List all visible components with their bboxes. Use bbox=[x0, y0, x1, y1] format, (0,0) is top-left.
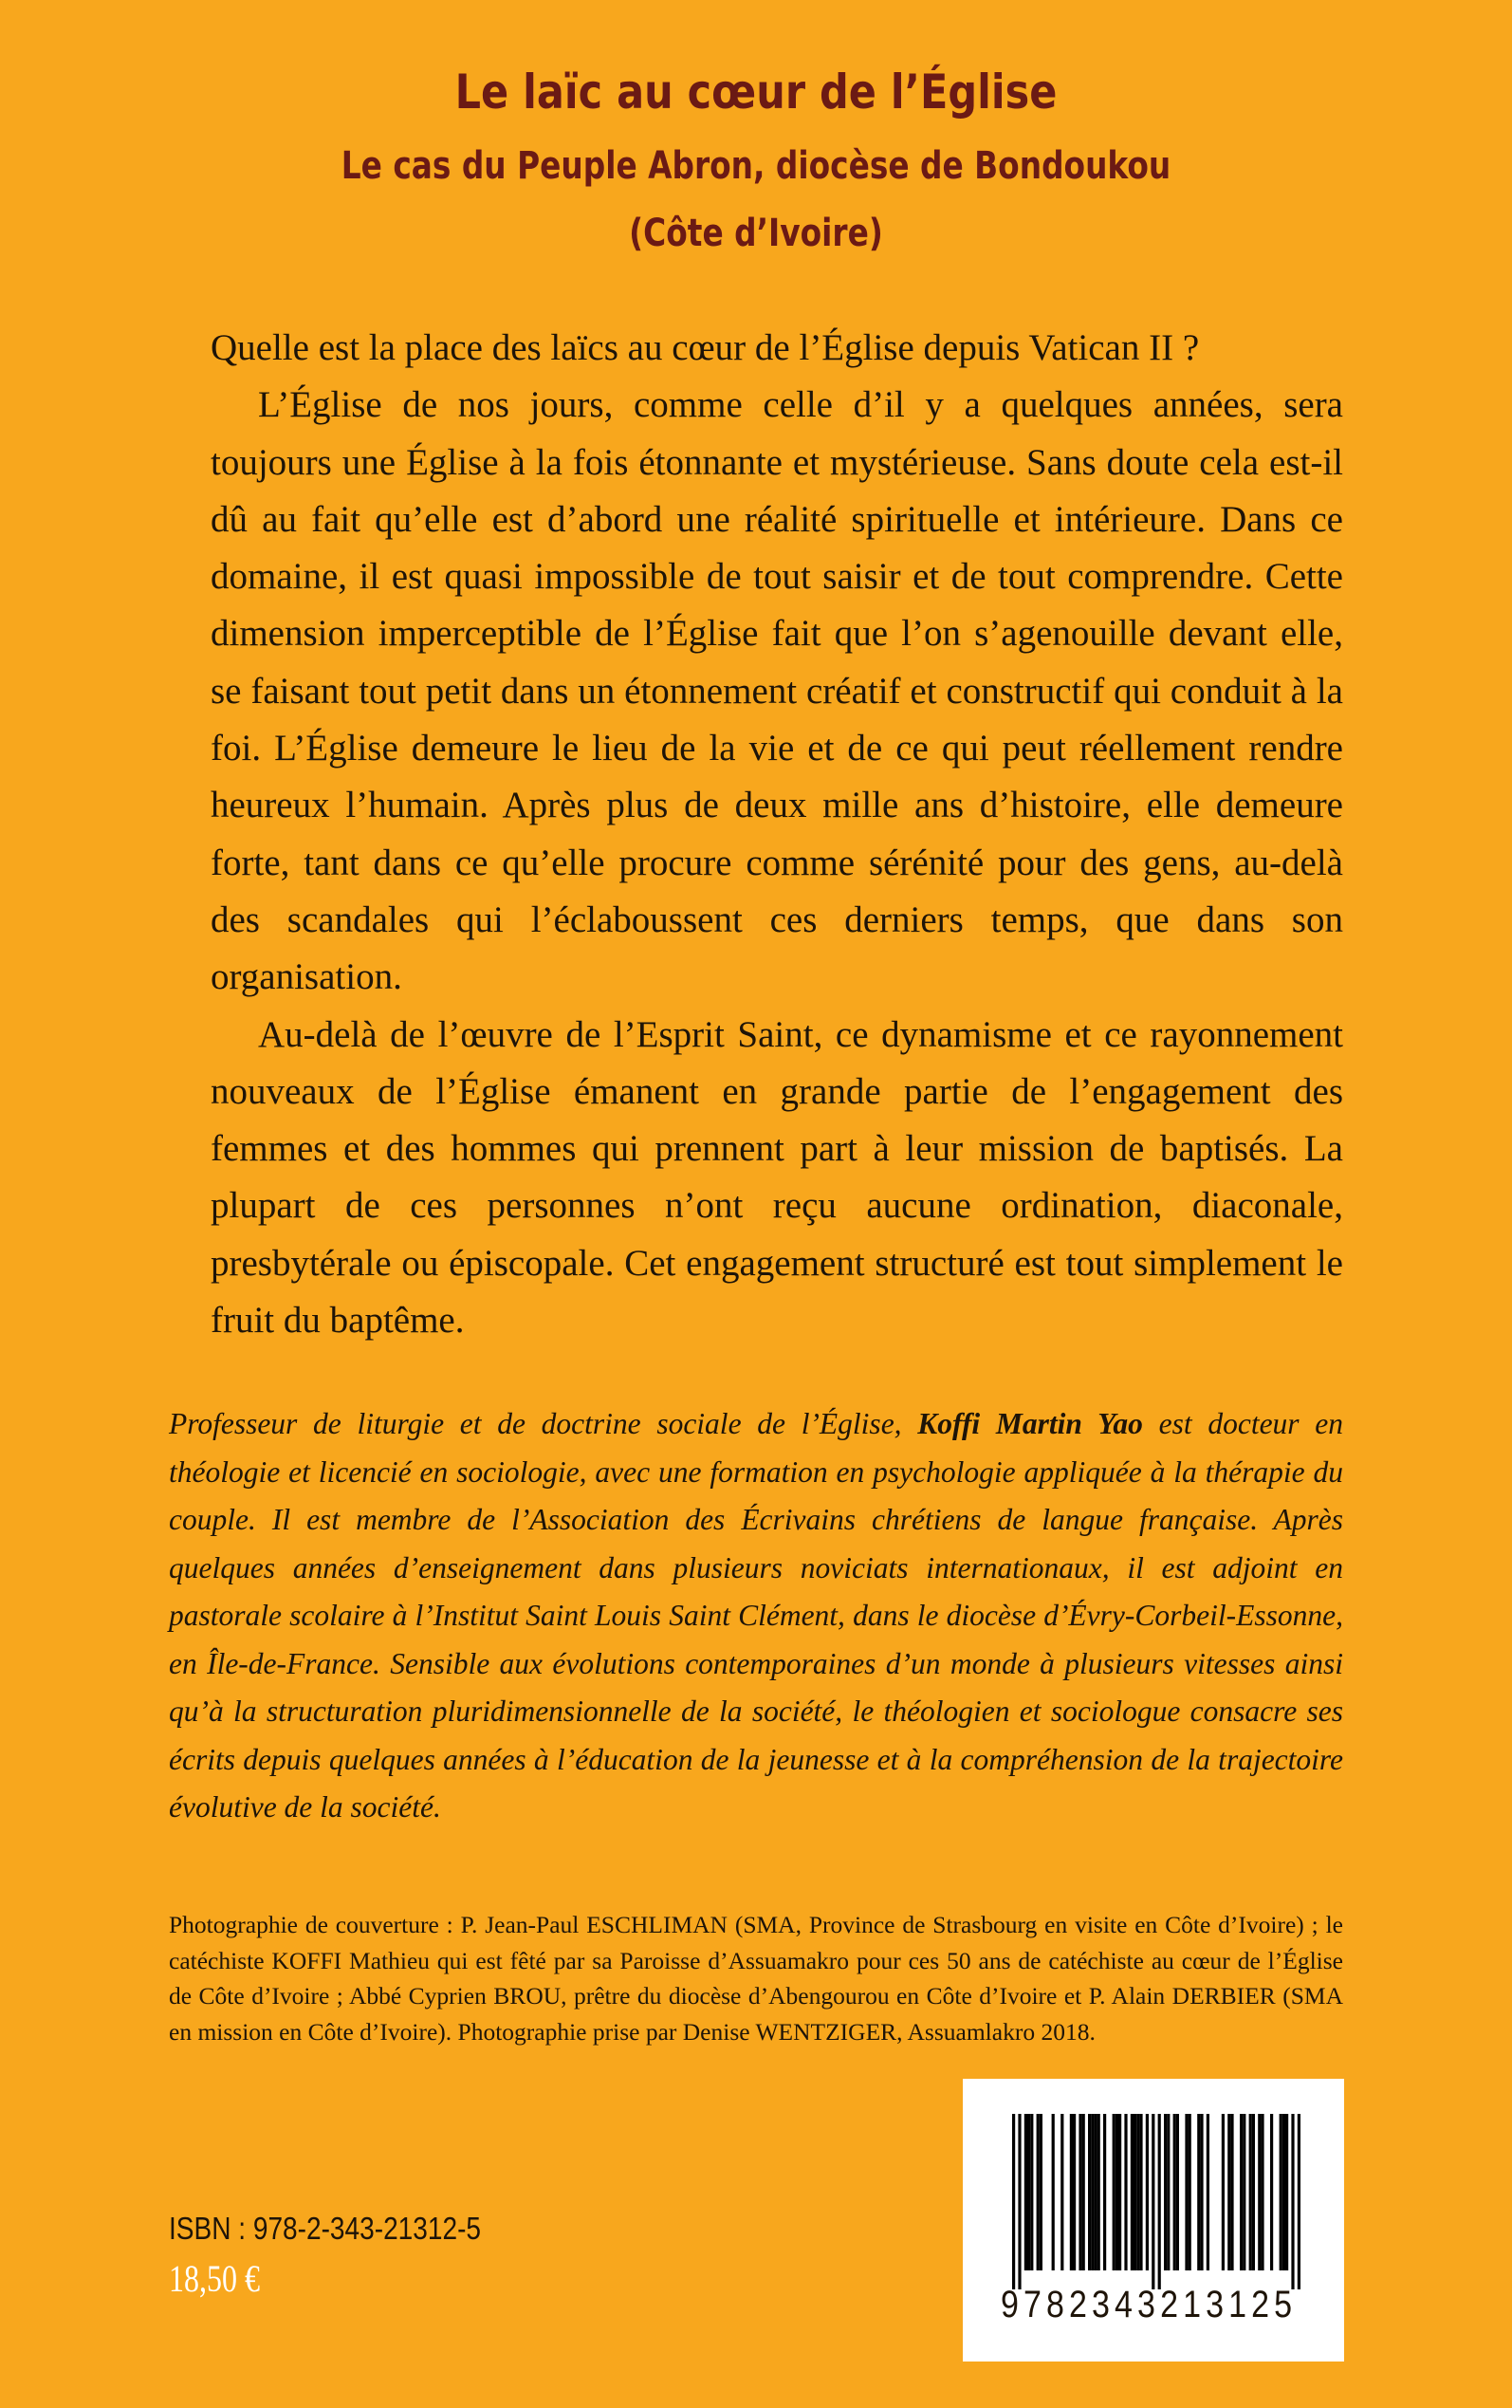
barcode-bar bbox=[1200, 2114, 1203, 2270]
barcode-bar bbox=[1037, 2114, 1040, 2270]
barcode-bar bbox=[1298, 2114, 1300, 2289]
photo-credits: Photographie de couverture : P. Jean-Paul ESCHLIMAN (SMA, Province de Strasbourg en visite en Côte d’Ivoire) ; le catéchiste KOFFI Mathieu qui est fêté par sa Paroisse d’Assuamakro pour ces 50 ans de catéchiste au cœur de l’Église de Côte d’Ivoire ; Abbé Cyprien BROU, prêtre du diocèse d’Abengourou en Côte d’Ivoire et P. Alain DERBIER (SMA en mission en Côte d’Ivoire). Photographie prise par Denise WENTZIGER, Assuamlakro 2018. bbox=[169, 1911, 1343, 2046]
barcode-bar bbox=[1261, 2114, 1263, 2270]
barcode-bar bbox=[1088, 2114, 1091, 2270]
barcode-bar bbox=[1146, 2114, 1149, 2270]
barcode-bar bbox=[1189, 2114, 1191, 2270]
barcode-bar bbox=[1079, 2114, 1081, 2270]
barcode-bar bbox=[1240, 2114, 1243, 2270]
summary-paragraph: Au-delà de l’œuvre de l’Esprit Saint, ce dynamisme et ce rayonnement nouveaux de l’Église émanent en grande partie de l’engagement des femmes et des hommes qui prennent part à leur mission de baptisés. La plupart de ces personnes n’ont reçu aucune ordination, diaconale, presbytérale ou épiscopale. Cet engagement structuré est tout simplement le fruit du baptême. bbox=[211, 1013, 1343, 1342]
barcode-digits: 9782343213125 bbox=[1001, 2284, 1298, 2325]
barcode-bar bbox=[1131, 2114, 1134, 2270]
barcode-bar bbox=[1173, 2114, 1176, 2270]
barcode-bar bbox=[1291, 2114, 1294, 2289]
summary-paragraph: L’Église de nos jours, comme celle d’il y a quelques années, sera toujours une Église à la fois étonnante et mystérieuse. Sans doute cela est-il dû au fait qu’elle est d’abord une réalité spirituelle et intérieure. Dans ce domaine, il est quasi impossible de tout saisir et de tout comprendre. Cette dimension imperceptible de l’Église fait que l’on s’agenouille devant elle, se faisant tout petit dans un étonnement créatif et constructif qui conduit à la foi. L’Église demeure le lieu de la vie et de ce qui peut réellement rendre heureux l’humain. Après plus de deux mille ans d’histoire, elle demeure forte, tant dans ce qu’elle procure comme sérénité pour des gens, au-delà des scandales qui l’éclaboussent ces derniers temps, que dans son organisation. bbox=[211, 384, 1343, 998]
barcode-bar bbox=[1027, 2114, 1030, 2270]
barcode-bar bbox=[1227, 2114, 1230, 2270]
barcode-bar bbox=[1097, 2114, 1100, 2270]
barcode-bar bbox=[1230, 2114, 1233, 2270]
barcode-bar bbox=[1258, 2114, 1261, 2270]
barcode-bar bbox=[1082, 2114, 1085, 2270]
barcode-bar bbox=[1285, 2114, 1288, 2270]
barcode-bar bbox=[1252, 2114, 1255, 2270]
barcode-bar bbox=[1139, 2114, 1142, 2270]
barcode-bar bbox=[1052, 2114, 1055, 2270]
barcode-bar bbox=[1280, 2114, 1282, 2270]
barcode-bar bbox=[1176, 2114, 1179, 2270]
bio-text: Professeur de liturgie et de doctrine sociale de l’Église, bbox=[169, 1407, 918, 1440]
barcode-bar bbox=[1134, 2114, 1136, 2270]
author-bio bbox=[169, 1400, 1343, 1832]
barcode-bar bbox=[1070, 2114, 1073, 2270]
barcode-bar bbox=[1164, 2114, 1167, 2270]
barcode-bar bbox=[1249, 2114, 1252, 2270]
barcode-bar bbox=[1124, 2114, 1127, 2270]
barcode-bar bbox=[1073, 2114, 1076, 2270]
barcode-bars bbox=[1003, 2114, 1306, 2304]
barcode-bar bbox=[1091, 2114, 1094, 2270]
barcode-bar bbox=[1113, 2114, 1116, 2270]
book-subtitle-country: (Côte d’Ivoire) bbox=[629, 212, 883, 255]
barcode-bar bbox=[1136, 2114, 1139, 2270]
barcode-bar bbox=[1094, 2114, 1097, 2270]
barcode-bar bbox=[1018, 2114, 1021, 2289]
barcode-bar bbox=[1152, 2114, 1154, 2289]
isbn: ISBN : 978-2-343-21312-5 bbox=[169, 2211, 482, 2246]
summary-text bbox=[211, 320, 1343, 1349]
barcode-bar bbox=[1185, 2114, 1188, 2270]
author-name: Koffi Martin Yao bbox=[917, 1407, 1143, 1440]
barcode-bar bbox=[1243, 2114, 1245, 2270]
book-subtitle: Le cas du Peuple Abron, diocèse de Bondoukou bbox=[341, 144, 1171, 188]
barcode-bar bbox=[1024, 2114, 1027, 2270]
barcode-bar bbox=[1270, 2114, 1273, 2270]
barcode-bar bbox=[1116, 2114, 1118, 2270]
barcode-bar bbox=[1222, 2114, 1225, 2270]
barcode-bar bbox=[1158, 2114, 1161, 2289]
barcode-bar bbox=[1060, 2114, 1063, 2270]
bio-text: est docteur en théologie et licencié en sociologie, avec une formation en psychologie appliquée à la thérapie du couple. Il est membre de l’Association des Écrivains chrétiens de langue française. Après quelques années d’enseignement dans plusieurs noviciats internationaux, il est adjoint en pastorale scolaire à l’Institut Saint Louis Saint Clément, dans le diocèse d’Évry-Corbeil-Essonne, en Île-de-France. Sensible aux évolutions contemporaines d’un monde à plusieurs vitesses ainsi qu’à la structuration pluridimensionnelle de la société, le théologien et sociologue consacre ses écrits depuis quelques années à l’éducation de la jeunesse et à la compréhension de la trajectoire évolutive de la société. bbox=[169, 1407, 1344, 1824]
barcode-bar bbox=[1103, 2114, 1106, 2270]
barcode-bar bbox=[1282, 2114, 1285, 2270]
barcode-bar bbox=[1012, 2114, 1015, 2289]
book-title: Le laïc au cœur de l’Église bbox=[454, 65, 1058, 120]
summary-question: Quelle est la place des laïcs au cœur de l’Église depuis Vatican II ? bbox=[211, 327, 1200, 368]
barcode-bar bbox=[1197, 2114, 1200, 2270]
barcode-bar bbox=[1207, 2114, 1209, 2270]
barcode bbox=[963, 2079, 1344, 2362]
barcode-bar bbox=[1118, 2114, 1121, 2270]
barcode-bar bbox=[1167, 2114, 1170, 2270]
barcode-bar bbox=[1030, 2114, 1033, 2270]
barcode-bar bbox=[1040, 2114, 1042, 2270]
price: 18,50 € bbox=[169, 2257, 260, 2300]
